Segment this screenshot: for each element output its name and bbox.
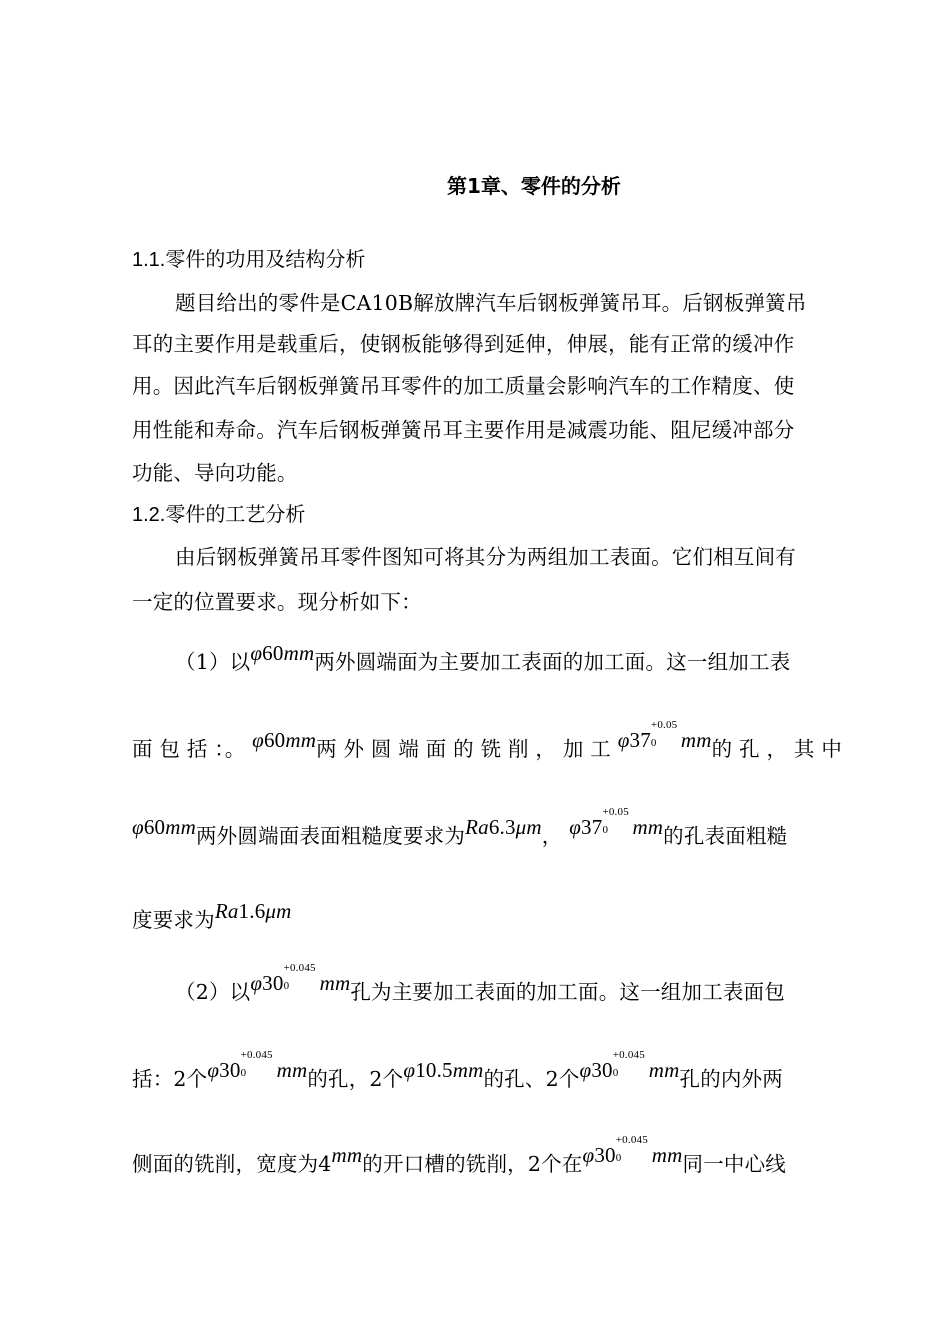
sec2-line-2: 一定的位置要求。现分析如下： [132, 590, 422, 614]
item1-l3-text-c: 的孔表面粗糙 [663, 824, 788, 848]
phi-symbol: φ [617, 728, 630, 752]
item1-l3-text-b: ， [541, 824, 563, 848]
ra-symbol: Ra [465, 815, 489, 839]
item1-l2-text-b: 两 外 圆 端 面 的 铣 削 ， 加 工 [316, 737, 611, 761]
tolerance-lower: 0 [612, 1067, 619, 1079]
item2-l3-text-b: 的开口槽的铣削，2个在 [362, 1152, 583, 1176]
item2-l1-text: 孔为主要加工表面的加工面。这一组加工表面包 [350, 980, 786, 1004]
item1-l4-text-a: 度要求为 [132, 908, 215, 932]
dim-60: 60 [143, 815, 166, 839]
tolerance-30 [615, 1134, 652, 1164]
item2-l2-text-c: 的孔、2个 [483, 1067, 580, 1091]
section-1-1-heading: 1.1.零件的功用及结构分析 [132, 249, 366, 271]
tolerance-30 [283, 962, 320, 992]
tolerance-lower: 0 [650, 737, 657, 749]
item1-l1-prefix: （1）以 [175, 650, 251, 674]
ra-value-1-6: 1.6 [238, 899, 266, 923]
unit-mm: mm [165, 815, 196, 839]
unit-mm: mm [632, 815, 664, 839]
unit-mm: mm [276, 1058, 308, 1082]
item2-l1-prefix: （2）以 [175, 980, 251, 1004]
sec1-line-2: 耳的主要作用是载重后，使钢板能够得到延伸，伸展，能有正常的缓冲作 [132, 332, 795, 356]
tolerance-lower: 0 [615, 1152, 622, 1164]
unit-mm: mm [452, 1058, 484, 1082]
dim-60: 60 [263, 728, 286, 752]
dim-30: 30 [594, 1143, 616, 1167]
tolerance-37 [602, 806, 632, 836]
dim-37: 37 [581, 815, 603, 839]
chapter-title: 第1章、零件的分析 [447, 174, 621, 198]
item2-l2-text-d: 孔的内外两 [679, 1067, 783, 1091]
unit-mm: mm [319, 971, 351, 995]
dim-30: 30 [262, 971, 284, 995]
tolerance-upper: +0.045 [283, 962, 316, 974]
phi-symbol: φ [403, 1058, 416, 1082]
sec1-line-4: 用性能和寿命。汽车后钢板弹簧吊耳主要作用是减震功能、阻尼缓冲部分 [132, 418, 795, 442]
tolerance-30 [612, 1049, 649, 1079]
item2-line-1 [175, 962, 786, 1005]
tolerance-upper: +0.045 [615, 1134, 648, 1146]
item2-l3-text-c: 同一中心线 [682, 1152, 786, 1176]
item1-l3-text-a: 两外圆端面表面粗糙度要求为 [195, 824, 466, 848]
ra-symbol: Ra [214, 899, 239, 923]
item1-l2-text-c: 的 孔 ， 其 中 [711, 737, 843, 761]
ra-value-6-3: 6.3 [488, 815, 516, 839]
item1-l1-text: 两外圆端面为主要加工表面的加工面。这一组加工表 [314, 650, 791, 674]
unit-mm: mm [651, 1143, 683, 1167]
phi-symbol: φ [132, 815, 144, 839]
unit-um: μm [265, 899, 292, 923]
tolerance-37 [650, 719, 681, 749]
sec1-line-5: 功能、导向功能。 [132, 461, 298, 485]
sec1-line-1: 题目给出的零件是CA10B解放牌汽车后钢板弹簧吊耳。后钢板弹簧吊 [175, 291, 807, 315]
phi-symbol: φ [252, 728, 264, 752]
sec2-line-1: 由后钢板弹簧吊耳零件图知可将其分为两组加工表面。它们相互间有 [175, 545, 796, 569]
dim-30: 30 [219, 1058, 241, 1082]
item1-line-4 [132, 899, 292, 933]
unit-mm: mm [283, 641, 315, 665]
item2-line-3 [132, 1134, 786, 1177]
item2-l3-text-a: 侧面的铣削，宽度为4 [132, 1152, 332, 1176]
item1-line-2 [132, 719, 843, 762]
unit-um: μm [515, 815, 542, 839]
tolerance-lower: 0 [283, 980, 290, 992]
unit-mm: mm [331, 1143, 363, 1167]
tolerance-lower: 0 [602, 824, 609, 836]
phi-symbol: φ [207, 1058, 220, 1082]
phi-symbol: φ [569, 815, 582, 839]
dim-37: 37 [629, 728, 651, 752]
dim-10-5: 10.5 [415, 1058, 453, 1082]
tolerance-30 [240, 1049, 277, 1079]
item2-line-2 [132, 1049, 783, 1092]
unit-mm: mm [285, 728, 317, 752]
tolerance-upper: +0.045 [612, 1049, 645, 1061]
item1-l2-text-a: 面 包 括 ：。 [132, 737, 246, 761]
item1-line-1 [175, 641, 791, 675]
phi-symbol: φ [250, 971, 263, 995]
dim-30: 30 [591, 1058, 613, 1082]
tolerance-upper: +0.045 [240, 1049, 273, 1061]
unit-mm: mm [680, 728, 712, 752]
section-1-2-heading: 1.2.零件的工艺分析 [132, 504, 306, 526]
tolerance-upper: +0.05 [650, 719, 678, 731]
item2-l2-text-b: 的孔，2个 [307, 1067, 404, 1091]
item2-l2-text-a: 括：2个 [132, 1067, 208, 1091]
phi-symbol: φ [250, 641, 263, 665]
item1-line-3 [132, 806, 788, 849]
sec1-line-3: 用。因此汽车后钢板弹簧吊耳零件的加工质量会影响汽车的工作精度、使 [132, 374, 795, 398]
phi-symbol: φ [582, 1143, 595, 1167]
unit-mm: mm [648, 1058, 680, 1082]
tolerance-upper: +0.05 [602, 806, 629, 818]
phi-symbol: φ [579, 1058, 592, 1082]
dim-60: 60 [262, 641, 284, 665]
tolerance-lower: 0 [240, 1067, 247, 1079]
